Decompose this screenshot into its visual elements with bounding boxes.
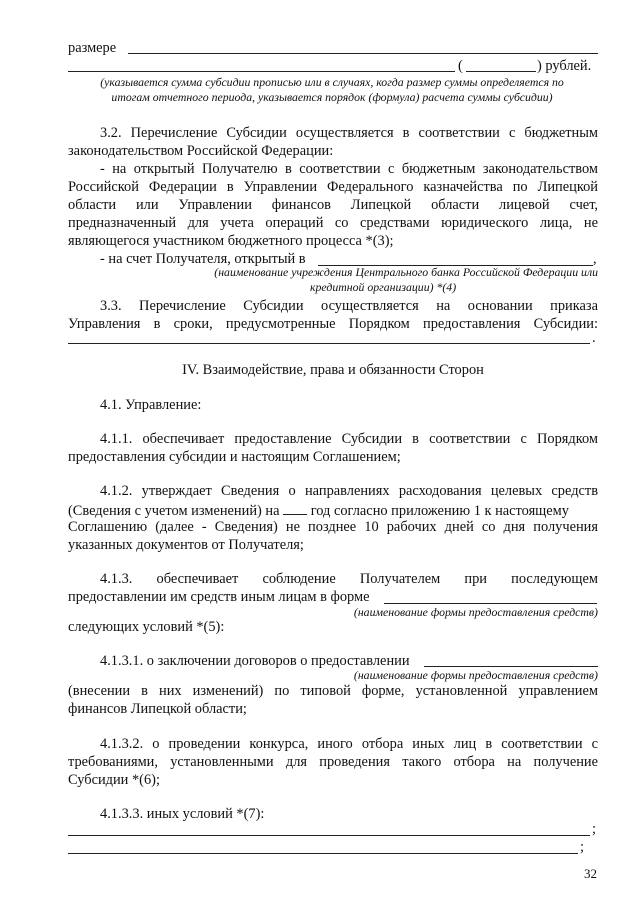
p4133-line-b [68,853,578,854]
bank-note-line-2: кредитной организации) *(4) [310,280,457,294]
p4133-line-1: 4.1.3.3. иных условий *(7): [100,806,265,822]
p33-period: . [592,330,596,346]
amount-label: размере [68,40,117,56]
p4131-line-1: 4.1.3.1. о заключении договоров о предоставлении [100,653,410,669]
amount-line [128,53,598,54]
p32-line-5: области или Управлении финансов Липецкой области лицевой счет, [68,197,598,213]
p4131-line-3: финансов Липецкой области; [68,701,247,717]
p412-line-1: 4.1.2. утверждает Сведения о направлениях расходования целевых средств [100,483,598,499]
p32-line-6: предназначенный для учета операций со средствами юридического лица, не [68,215,598,231]
p33-term-line [68,343,590,344]
rubles-label: ) рублей. [537,58,592,74]
p412-line-4: указанных документов от Получателя; [68,537,304,553]
p412-line-3: Соглашению (далее - Сведения) не позднее 10 рабочих дней со дня получения [68,519,598,535]
p4132-line-1: 4.1.3.2. о проведении конкурса, иного отбора иных лиц в соответствии с [100,736,598,752]
p32-line-8: - на счет Получателя, открытый в [100,251,306,267]
p32-line-1: 3.2. Перечисление Субсидии осуществляется в соответствии с бюджетным [100,125,598,141]
p4133-line-a [68,835,590,836]
p32-line-3: - на открытый Получателю в соответствии с бюджетным законодательством [100,161,598,177]
p33-line-2: Управления в сроки, предусмотренные Порядком предоставления Субсидии: [68,316,598,332]
p33-line-1: 3.3. Перечисление Субсидии осуществляется на основании приказа [100,298,598,314]
p413-line-1: 4.1.3. обеспечивает соблюдение Получателем при последующем [100,571,598,587]
section-heading: IV. Взаимодействие, права и обязанности Сторон [182,362,484,378]
p4132-line-3: Субсидии *(6); [68,772,160,788]
bank-comma: , [593,251,597,267]
amount-note-line-2: итогам отчетного периода, указывается порядок (формула) расчета суммы субсидии) [111,90,553,104]
p4133-semicolon-2: ; [580,839,584,855]
p4131-form-line [424,666,598,667]
amount-paren: ( [458,58,463,74]
p32-line-2: законодательством Российской Федерации: [68,143,334,159]
p4131-note: (наименование формы предоставления средств) [353,668,598,682]
p413-form-line [384,603,597,604]
amount-note-line-1: (указывается сумма субсидии прописью или в случаях, когда размер суммы определяется по [100,75,564,89]
amount-digits-line [466,71,536,72]
p411-line-2: предоставления субсидии и настоящим Соглашением; [68,449,401,465]
p41-line-1: 4.1. Управление: [100,397,202,413]
p413-note: (наименование формы предоставления средств) [353,605,598,619]
p4131-line-2: (внесении в них изменений) по типовой форме, установленной управлением [68,683,598,699]
p32-line-7: являющегося участником бюджетного процесса *(3); [68,233,394,249]
p4132-line-2: требованиями, установленными для проведения такого отбора на получение [68,754,598,770]
p411-line-1: 4.1.1. обеспечивает предоставление Субсидии в соответствии с Порядком [100,431,598,447]
page-number: 32 [584,866,597,881]
p413-line-2: предоставлении им средств иным лицам в форме [68,589,370,605]
p412-line-2: (Сведения с учетом изменений) на год согласно приложению 1 к настоящему [68,500,569,520]
bank-note-line-1: (наименование учреждения Центрального банка Российской Федерации или [214,265,598,279]
p32-line-4: Российской Федерации в Управлении Федерального казначейства по Липецкой [68,179,598,195]
amount-words-line [68,71,455,72]
p4133-semicolon-1: ; [592,821,596,837]
year-blank [283,500,307,515]
p413-line-3: следующих условий *(5): [68,619,225,635]
